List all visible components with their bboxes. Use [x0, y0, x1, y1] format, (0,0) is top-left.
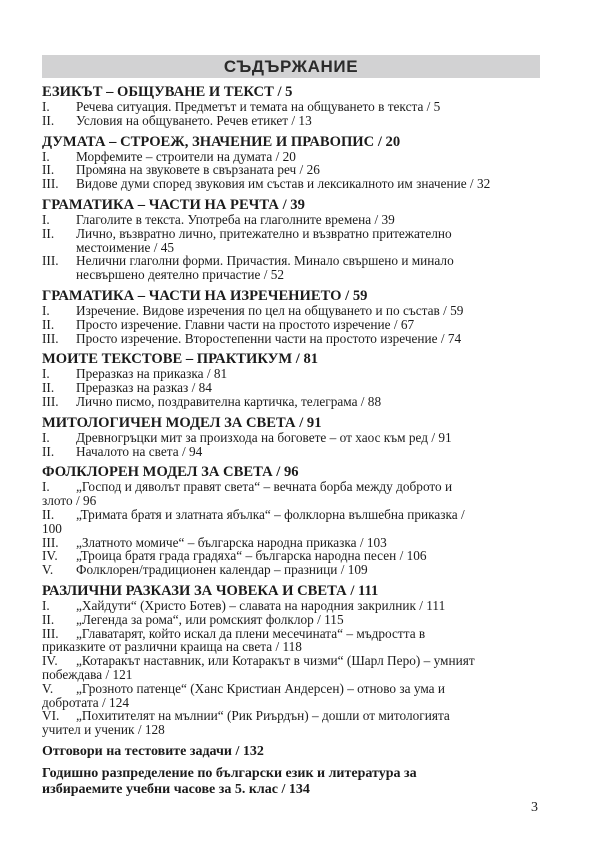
toc-section [42, 134, 540, 191]
item-text-line: Изречение. Видове изречения по цел на общуването и по състав / 59 [76, 302, 464, 318]
item-text-line: „Похитителят на мълнии“ (Рик Риърдън) – дошли от митологията [76, 708, 450, 724]
section-title: ГРАМАТИКА – ЧАСТИ НА ИЗРЕЧЕНИЕТО / 59 [42, 287, 368, 304]
item-text-line: Началото на света / 94 [76, 443, 203, 459]
toc-section [42, 84, 540, 128]
item-numeral: I. [42, 302, 50, 318]
item-text-line: Промяна на звуковете в свързаната реч / 26 [76, 162, 320, 178]
toc-item [42, 395, 540, 409]
item-text-line: „Грозното патенце“ (Ханс Кристиан Андерсен) – отново за ума и [76, 680, 445, 696]
toc-section [42, 583, 540, 737]
item-numeral: I. [42, 366, 50, 382]
item-numeral: III. [42, 176, 59, 192]
item-text-line: Глаголите в текста. Употреба на глаголните времена / 39 [76, 211, 395, 227]
item-numeral: VI. [42, 708, 60, 724]
toc-item [42, 549, 540, 563]
item-text-line: побеждава / 121 [42, 666, 133, 682]
item-text-line: Просто изречение. Главни части на простото изречение / 67 [76, 316, 415, 332]
item-numeral: I. [42, 211, 50, 227]
item-text-line: Морфемите – строители на думата / 20 [76, 148, 296, 164]
item-text-line: добротата / 124 [42, 694, 129, 710]
footer-entries [42, 744, 540, 798]
toc-item [42, 445, 540, 459]
item-text-line: местоимение / 45 [76, 239, 175, 255]
item-text-line: несвършено деятелно причастие / 52 [76, 267, 285, 283]
toc-item [42, 709, 540, 737]
item-numeral: I. [42, 148, 50, 164]
footer-entry-line: Годишно разпределение по български език и литература за [42, 766, 417, 782]
item-numeral: II. [42, 611, 55, 627]
item-numeral: I. [42, 429, 50, 445]
item-text-line: „Тримата братя и златната ябълка“ – фолклорна вълшебна приказка / [76, 506, 465, 522]
toc-section [42, 288, 540, 345]
footer-entry [42, 766, 540, 797]
toc-item [42, 254, 540, 282]
toc-item [42, 332, 540, 346]
toc-item [42, 431, 540, 445]
item-text-line: злото / 96 [42, 493, 97, 509]
item-numeral: II. [42, 506, 55, 522]
section-title: ФОЛКЛОРЕН МОДЕЛ ЗА СВЕТА / 96 [42, 464, 299, 481]
item-numeral: III. [42, 534, 59, 550]
item-text-line: Фолклорен/традиционен календар – празници / 109 [76, 562, 368, 578]
item-text-line: „Главатарят, който искал да плени месечината“ – мъдростта в [76, 625, 426, 641]
toc-item [42, 100, 540, 114]
item-numeral: III. [42, 625, 59, 641]
item-text-line: Речева ситуация. Предметът и темата на общуването в текста / 5 [76, 99, 441, 114]
toc-section [42, 464, 540, 577]
item-numeral: II. [42, 316, 55, 332]
footer-entry-line: Отговори на тестовите задачи / 132 [42, 743, 264, 759]
item-numeral: IV. [42, 548, 58, 564]
item-text-line: Преразказ на приказка / 81 [76, 366, 228, 382]
toc-item [42, 613, 540, 627]
item-text-line: 100 [42, 520, 62, 536]
contents-header-banner [42, 55, 540, 78]
item-text-line: Преразказ на разказ / 84 [76, 380, 212, 396]
item-text-line: Древногръцки мит за произхода на боговете – от хаос към ред / 91 [76, 429, 452, 445]
item-numeral: II. [42, 443, 55, 459]
section-title: ДУМАТА – СТРОЕЖ, ЗНАЧЕНИЕ И ПРАВОПИС / 20 [42, 133, 401, 150]
section-title: ЕЗИКЪТ – ОБЩУВАНЕ И ТЕКСТ / 5 [42, 84, 293, 100]
toc-item [42, 213, 540, 227]
toc-item [42, 114, 540, 128]
footer-entry-line: избираемите учебни часове за 5. клас / 134 [42, 781, 310, 797]
toc-item [42, 480, 540, 508]
item-numeral: II. [42, 112, 55, 128]
toc-item [42, 367, 540, 381]
item-text-line: „Хайдути“ (Христо Ботев) – славата на народния закрилник / 111 [76, 597, 446, 613]
item-numeral: III. [42, 330, 59, 346]
page-number: 3 [531, 800, 538, 816]
item-numeral: I. [42, 597, 50, 613]
item-text-line: Просто изречение. Второстепенни части на простото изречение / 74 [76, 330, 462, 346]
toc-item [42, 563, 540, 577]
footer-entry [42, 744, 540, 760]
item-numeral: I. [42, 479, 50, 495]
section-title: МОИТЕ ТЕКСТОВЕ – ПРАКТИКУМ / 81 [42, 351, 319, 368]
item-text-line: учител и ученик / 128 [42, 722, 165, 738]
toc-item [42, 163, 540, 177]
page-content [42, 55, 540, 816]
item-numeral: V. [42, 680, 54, 696]
toc-section [42, 197, 540, 282]
item-numeral: III. [42, 393, 59, 409]
item-text-line: „Легенда за рома“, или ромският фолклор / 115 [76, 611, 344, 627]
toc-section [42, 415, 540, 459]
item-text-line: Видове думи според звуковия им състав и лексикалното им значение / 32 [76, 176, 491, 192]
item-numeral: II. [42, 380, 55, 396]
item-numeral: V. [42, 562, 54, 578]
item-text-line: „Златното момиче“ – българска народна приказка / 103 [76, 534, 387, 550]
toc-item [42, 318, 540, 332]
toc-item [42, 381, 540, 395]
toc-item [42, 227, 540, 255]
item-numeral: II. [42, 162, 55, 178]
toc-item [42, 599, 540, 613]
item-numeral: II. [42, 225, 55, 241]
item-text-line: приказките от различни краища на света / 118 [42, 639, 302, 655]
contents-header-title: СЪДЪРЖАНИЕ [223, 56, 359, 76]
toc-item [42, 654, 540, 682]
section-title: МИТОЛОГИЧЕН МОДЕЛ ЗА СВЕТА / 91 [42, 414, 322, 431]
toc-item [42, 304, 540, 318]
item-text-line: „Котаракът наставник, или Котаракът в чизми“ (Шарл Перо) – умният [76, 653, 475, 669]
item-text-line: Лично, възвратно лично, притежателно и възвратно притежателно [76, 225, 452, 241]
toc-item [42, 536, 540, 550]
toc-item [42, 150, 540, 164]
section-title: ГРАМАТИКА – ЧАСТИ НА РЕЧТА / 39 [42, 196, 305, 213]
item-text-line: Нелични глаголни форми. Причастия. Минало свършено и минало [76, 253, 454, 269]
toc-item [42, 508, 540, 536]
item-numeral: IV. [42, 653, 58, 669]
item-numeral: I. [42, 99, 50, 114]
section-title: РАЗЛИЧНИ РАЗКАЗИ ЗА ЧОВЕКА И СВЕТА / 111 [42, 582, 379, 599]
item-text-line: Лично писмо, поздравителна картичка, телеграма / 88 [76, 393, 382, 409]
item-text-line: „Троица братя града градяха“ – българска народна песен / 106 [76, 548, 427, 564]
toc-item [42, 682, 540, 710]
toc-item [42, 177, 540, 191]
item-numeral: III. [42, 253, 59, 269]
item-text-line: Условия на общуването. Речев етикет / 13 [76, 112, 312, 128]
toc-section [42, 351, 540, 408]
toc-item [42, 627, 540, 655]
item-text-line: „Господ и дяволът правят света“ – вечната борба между доброто и [76, 479, 453, 495]
toc [42, 84, 540, 737]
